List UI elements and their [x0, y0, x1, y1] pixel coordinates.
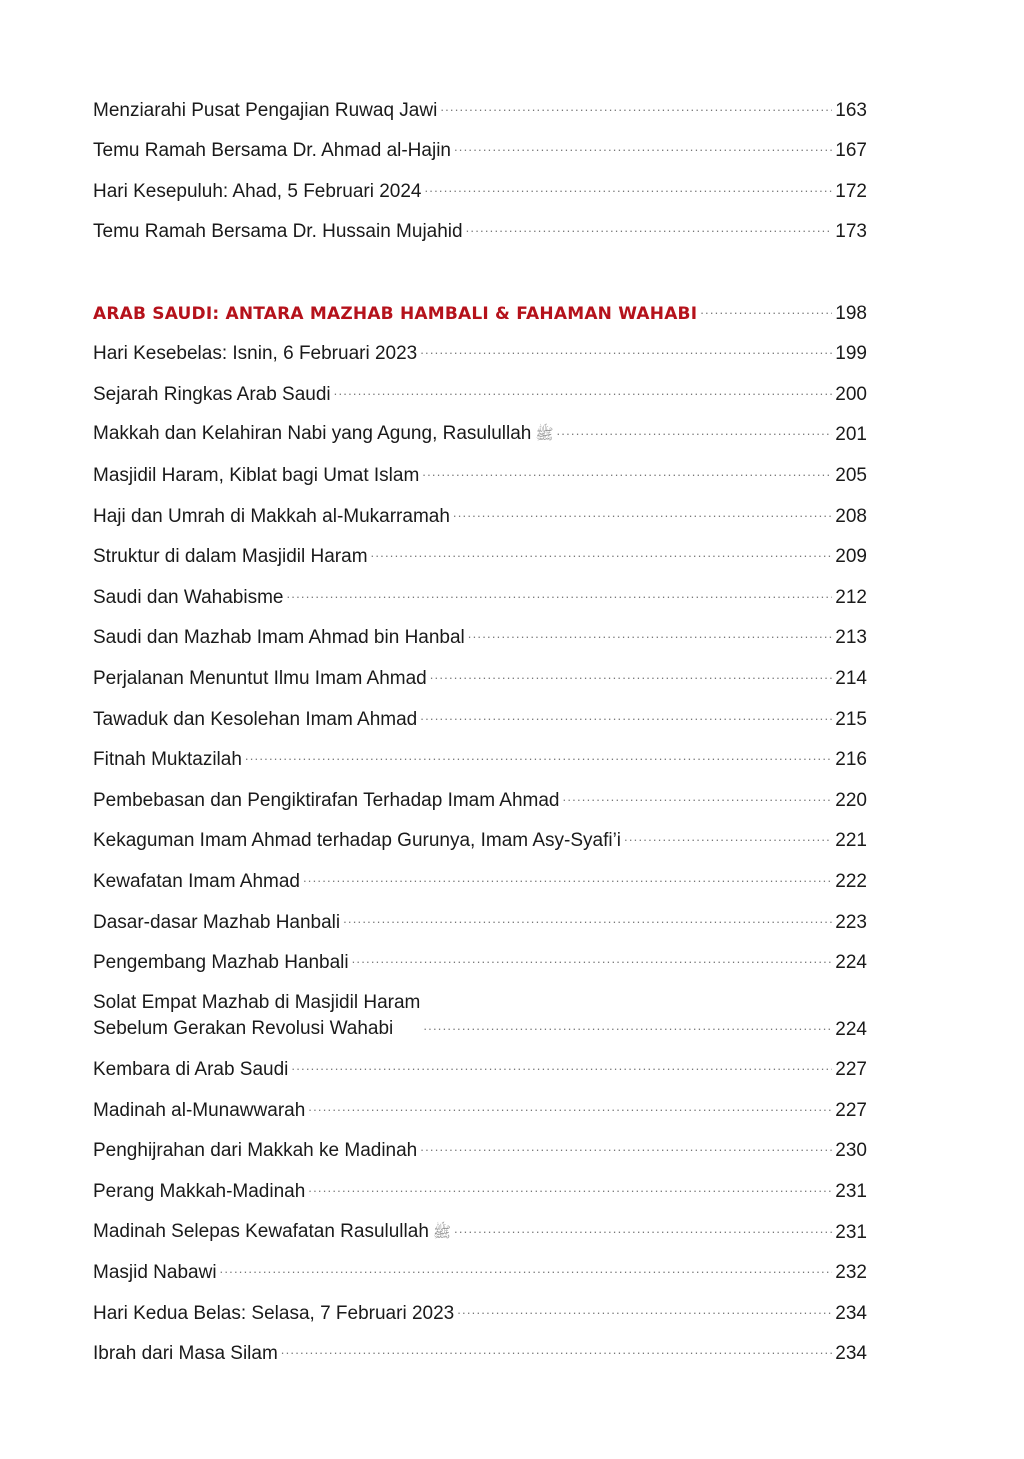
salawat-icon: ﷺ: [432, 1223, 452, 1241]
entry-title-text: Pembebasan dan Pengiktirafan Terhadap Imam Ahmad: [93, 789, 560, 811]
entry-title: [93, 1058, 288, 1082]
entry-title: [93, 626, 465, 650]
leader-dots: [454, 135, 832, 159]
entry-title: [93, 1302, 454, 1326]
leader-dots: [457, 1298, 832, 1322]
leader-dots: [281, 1338, 833, 1362]
toc-entry[interactable]: [93, 123, 867, 164]
entry-title-text: Fitnah Muktazilah: [93, 749, 242, 771]
entry-title-text: Temu Ramah Bersama Dr. Ahmad al-Hajin: [93, 140, 451, 162]
entry-title: [93, 1342, 278, 1366]
page-number: 224: [835, 1018, 867, 1040]
entry-title-text: Masjid Nabawi: [93, 1262, 217, 1284]
leader-dots: [308, 1095, 832, 1119]
chapter-title: ARAB SAUDI: ANTARA MAZHAB HAMBALI & FAHAMAN WAHABI: [93, 303, 698, 324]
leader-dots: [291, 1054, 832, 1078]
entry-title: [93, 870, 300, 894]
entry-title: [93, 464, 419, 488]
toc-entry[interactable]: [93, 366, 867, 407]
leader-dots: [245, 744, 832, 768]
page-number: 234: [835, 1343, 867, 1365]
entry-title: [93, 829, 621, 853]
leader-dots: [420, 338, 832, 362]
entry-title-text: Hari Kesepuluh: Ahad, 5 Februari 2024: [93, 180, 422, 202]
page-number: 234: [835, 1302, 867, 1324]
page-number: 231: [835, 1221, 867, 1243]
toc-entry[interactable]: [93, 650, 867, 691]
entry-title-text: Temu Ramah Bersama Dr. Hussain Mujahid: [93, 221, 463, 243]
leader-dots: [453, 501, 832, 525]
toc-entry[interactable]: [93, 407, 867, 448]
page-number: 232: [835, 1262, 867, 1284]
toc-entry[interactable]: [93, 529, 867, 570]
toc-entry[interactable]: [93, 82, 867, 123]
page-number: 216: [835, 749, 867, 771]
page-number: 223: [835, 911, 867, 933]
page-number: 200: [835, 383, 867, 405]
page-number: 222: [835, 870, 867, 892]
toc-entry[interactable]: [93, 488, 867, 529]
leader-dots: [563, 785, 833, 809]
toc-entry[interactable]: [93, 447, 867, 488]
toc-entry[interactable]: [93, 1204, 867, 1245]
toc-entry[interactable]: [93, 975, 867, 1042]
page-number: 221: [835, 830, 867, 852]
page-number: 167: [835, 140, 867, 162]
entry-title: [93, 911, 340, 935]
toc-entry[interactable]: [93, 1123, 867, 1164]
entry-title-text: Struktur di dalam Masjidil Haram: [93, 546, 368, 568]
entry-title: [93, 180, 422, 204]
leader-dots: [440, 95, 832, 119]
leader-dots: [420, 1135, 832, 1159]
entry-title: [93, 1180, 305, 1204]
toc-entry[interactable]: [93, 853, 867, 894]
entry-title-text: Makkah dan Kelahiran Nabi yang Agung, Rasulullah: [93, 423, 532, 445]
page-number: 212: [835, 586, 867, 608]
page-number: 214: [835, 667, 867, 689]
entry-title-line1: Solat Empat Mazhab di Masjidil Haram: [93, 991, 421, 1013]
leader-dots: [454, 1217, 832, 1241]
toc-entry[interactable]: [93, 326, 867, 367]
entry-title-text: Madinah al-Munawwarah: [93, 1099, 306, 1121]
entry-title-text: Dasar-dasar Mazhab Hanbali: [93, 911, 341, 933]
toc-entry[interactable]: [93, 1082, 867, 1123]
entry-title-text: Haji dan Umrah di Makkah al-Mukarramah: [93, 505, 450, 527]
entry-title: [93, 99, 437, 123]
entry-title: [93, 667, 427, 691]
toc-entry[interactable]: [93, 1042, 867, 1083]
toc-entry[interactable]: [93, 935, 867, 976]
entry-title-text: Tawaduk dan Kesolehan Imam Ahmad: [93, 708, 418, 730]
toc-entry[interactable]: [93, 691, 867, 732]
page-number: 231: [835, 1181, 867, 1203]
page-number: 198: [835, 302, 867, 324]
entry-title-text: Sejarah Ringkas Arab Saudi: [93, 383, 331, 405]
entry-title: [93, 383, 331, 407]
page-number: 201: [835, 424, 867, 446]
page-number: 173: [835, 221, 867, 243]
entry-title-text: Perjalanan Menuntut Ilmu Imam Ahmad: [93, 667, 427, 689]
entry-title: [93, 505, 450, 529]
toc-entry[interactable]: [93, 1326, 867, 1367]
entry-title: [93, 951, 349, 975]
entry-title-line2: Sebelum Gerakan Revolusi Wahabi: [93, 1017, 394, 1039]
entry-title: [93, 1220, 451, 1245]
leader-dots: [286, 582, 832, 606]
toc-entry[interactable]: [93, 204, 867, 245]
entry-title: [93, 789, 560, 813]
leader-dots: [343, 907, 832, 931]
page-number: 163: [835, 99, 867, 121]
salawat-icon: ﷺ: [535, 426, 554, 444]
entry-title: [93, 586, 283, 610]
leader-dots: [556, 419, 832, 443]
leader-dots: [420, 704, 832, 728]
entry-title-text: Kembara di Arab Saudi: [93, 1059, 289, 1081]
entry-title: [93, 990, 420, 1042]
toc-entry[interactable]: [93, 610, 867, 651]
page-number: 205: [835, 464, 867, 486]
leader-dots: [308, 1176, 832, 1200]
toc-section-2: [93, 285, 867, 1366]
entry-title: [93, 1139, 417, 1163]
leader-dots: [334, 379, 833, 403]
page-number: 220: [835, 789, 867, 811]
leader-dots: [624, 825, 832, 849]
toc-entry[interactable]: [93, 772, 867, 813]
page-number: 172: [835, 180, 867, 202]
entry-title: [93, 748, 242, 772]
entry-title-text: Kekaguman Imam Ahmad terhadap Gurunya, Imam Asy-Syafi’i: [93, 830, 622, 852]
entry-title-text: Penghijrahan dari Makkah ke Madinah: [93, 1140, 418, 1162]
entry-title-text: Saudi dan Mazhab Imam Ahmad bin Hanbal: [93, 627, 465, 649]
page-number: 209: [835, 546, 867, 568]
toc-section-1: [93, 82, 867, 244]
entry-title-text: Perang Makkah-Madinah: [93, 1181, 306, 1203]
toc-entry[interactable]: [93, 813, 867, 854]
page-number: 227: [835, 1059, 867, 1081]
toc-entry[interactable]: [93, 1245, 867, 1286]
leader-dots: [303, 866, 832, 890]
toc-chapter-heading[interactable]: [93, 285, 867, 326]
toc-entry[interactable]: [93, 894, 867, 935]
entry-title-text: Hari Kedua Belas: Selasa, 7 Februari 2023: [93, 1302, 455, 1324]
entry-title-text: Saudi dan Wahabisme: [93, 586, 284, 608]
leader-dots: [425, 176, 833, 200]
toc-entry[interactable]: [93, 1163, 867, 1204]
page-number: 227: [835, 1099, 867, 1121]
leader-dots: [371, 541, 833, 565]
entry-title-text: Masjidil Haram, Kiblat bagi Umat Islam: [93, 464, 420, 486]
page-number: 199: [835, 343, 867, 365]
entry-title: [93, 1261, 217, 1285]
entry-title: [93, 220, 463, 244]
page-number: 208: [835, 505, 867, 527]
leader-dots: [468, 622, 833, 646]
leader-dots: [220, 1257, 833, 1281]
entry-title: [93, 422, 553, 447]
page-number: 215: [835, 708, 867, 730]
leader-dots: [352, 947, 833, 971]
toc-entry[interactable]: [93, 732, 867, 773]
entry-title: [93, 139, 451, 163]
toc-entry[interactable]: [93, 1285, 867, 1326]
page-number: 224: [835, 952, 867, 974]
leader-dots: [700, 298, 832, 322]
toc-entry[interactable]: [93, 569, 867, 610]
leader-dots: [430, 663, 833, 687]
toc-entry[interactable]: [93, 163, 867, 204]
entry-title-text: Pengembang Mazhab Hanbali: [93, 952, 349, 974]
entry-title-text: Madinah Selepas Kewafatan Rasulullah: [93, 1220, 429, 1242]
entry-title: [93, 342, 417, 366]
page-number: 213: [835, 627, 867, 649]
entry-title-text: Menziarahi Pusat Pengajian Ruwaq Jawi: [93, 99, 438, 121]
page-number: 230: [835, 1140, 867, 1162]
entry-title-text: Hari Kesebelas: Isnin, 6 Februari 2023: [93, 343, 418, 365]
leader-dots: [422, 460, 832, 484]
entry-title-text: Ibrah dari Masa Silam: [93, 1343, 278, 1365]
entry-title: [93, 1099, 305, 1123]
leader-dots: [466, 216, 833, 240]
leader-dots: [423, 1014, 832, 1038]
entry-title: [93, 545, 368, 569]
entry-title-text: Kewafatan Imam Ahmad: [93, 870, 300, 892]
entry-title: [93, 708, 417, 732]
